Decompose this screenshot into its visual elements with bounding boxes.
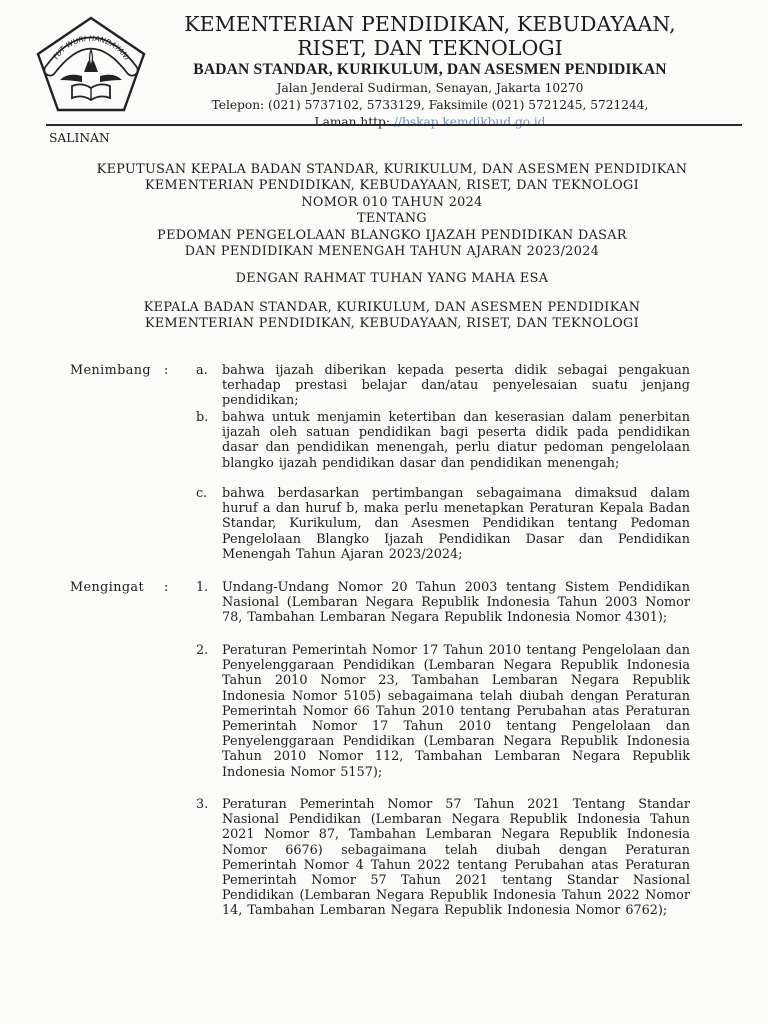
letterhead bbox=[150, 12, 710, 131]
mengingat-label bbox=[70, 580, 169, 595]
mengingat-item-1 bbox=[196, 580, 690, 626]
issuer-line: KEMENTERIAN PENDIDIKAN, KEBUDAYAAN, RISET, DAN TEKNOLOGI bbox=[144, 316, 640, 332]
title-line: NOMOR 010 TAHUN 2024 bbox=[301, 194, 483, 210]
preamble-rahmat: DENGAN RAHMAT TUHAN YANG MAHA ESA bbox=[235, 271, 549, 286]
menimbang-label bbox=[70, 363, 169, 378]
ministry-name-line1: KEMENTERIAN PENDIDIKAN, KEBUDAYAAN, bbox=[184, 12, 676, 36]
item-text: Undang-Undang Nomor 20 Tahun 2003 tentang Sistem Pendidikan Nasional (Lembaran Negara Republik Indonesia Tahun 2003 Nomor 78, Tambahan Lembaran Negara Republik Indonesia Nomor 4301); bbox=[222, 580, 690, 626]
title-line: KEMENTERIAN PENDIDIKAN, KEBUDAYAAN, RISET, DAN TEKNOLOGI bbox=[144, 178, 640, 194]
item-marker: c. bbox=[196, 486, 208, 501]
item-marker: 2. bbox=[196, 643, 209, 658]
item-text: Peraturan Pemerintah Nomor 17 Tahun 2010 tentang Pengelolaan dan Penyelenggaraan Pendidikan (Lembaran Negara Republik Indonesia Tahun 2010 Nomor 23, Tambahan Lembaran Negara Republik Indonesia Nomor 5105) sebagaimana telah diubah dengan Peraturan Pemerintah Nomor 66 Tahun 2010 tentang Perubahan atas Peraturan Pemerintah Nomor 17 Tahun 2010 tentang Pengelolaan dan Penyelenggaraan Pendidikan (Lembaran Negara Republik Indonesia Tahun 2010 Nomor 112, Tambahan Lembaran Negara Republik Indonesia Nomor 5157); bbox=[222, 643, 690, 780]
copy-label: SALINAN bbox=[49, 131, 110, 145]
tut-wuri-handayani-logo bbox=[32, 14, 150, 114]
website-link[interactable]: //bskap.kemdikbud.go.id bbox=[393, 115, 546, 129]
website-label: Laman http: bbox=[314, 115, 390, 129]
item-text: bahwa ijazah diberikan kepada peserta didik sebagai pengakuan terhadap prestasi belajar dan/atau penyelesaian suatu jenjang pendidikan; bbox=[222, 363, 690, 409]
menimbang-colon: : bbox=[164, 363, 169, 378]
issuer-heading bbox=[34, 300, 750, 333]
issuer-line: KEPALA BADAN STANDAR, KURIKULUM, DAN ASESMEN PENDIDIKAN bbox=[143, 300, 641, 315]
menimbang-item-a bbox=[196, 363, 690, 409]
mengingat-item-3 bbox=[196, 797, 690, 919]
item-marker: b. bbox=[196, 410, 209, 425]
item-text: bahwa untuk menjamin ketertiban dan keserasian dalam penerbitan ijazah oleh satuan pendidikan bagi peserta didik pada pendidikan dasar dan pendidikan menengah, perlu diatur pedoman pengelolaan blangko ijazah pendidikan dasar dan pendidikan menengah; bbox=[222, 410, 690, 471]
website-line bbox=[150, 114, 710, 131]
item-marker: 1. bbox=[196, 580, 209, 595]
agency-name: BADAN STANDAR, KURIKULUM, DAN ASESMEN PENDIDIKAN bbox=[193, 61, 667, 78]
menimbang-label-text: Menimbang bbox=[70, 363, 151, 378]
letterhead-divider bbox=[46, 124, 742, 126]
item-marker: a. bbox=[196, 363, 208, 378]
logo-motto: TUT WURI HANDAYANI bbox=[50, 33, 132, 62]
title-line: KEPUTUSAN KEPALA BADAN STANDAR, KURIKULUM, DAN ASESMEN PENDIDIKAN bbox=[96, 162, 688, 177]
title-line: PEDOMAN PENGELOLAAN BLANGKO IJAZAH PENDIDIKAN DASAR bbox=[157, 227, 627, 243]
address-line: Jalan Jenderal Sudirman, Senayan, Jakarta 10270 bbox=[276, 81, 584, 95]
title-line: TENTANG bbox=[356, 211, 428, 227]
title-line: DAN PENDIDIKAN MENENGAH TAHUN AJARAN 2023/2024 bbox=[184, 244, 600, 260]
mengingat-item-2 bbox=[196, 643, 690, 780]
item-text: bahwa berdasarkan pertimbangan sebagaimana dimaksud dalam huruf a dan huruf b, maka perlu menetapkan Peraturan Kepala Badan Standar, Kurikulum, dan Asesmen Pendidikan tentang Pedoman Pengelolaan Blangko Ijazah Pendidikan Dasar dan Pendidikan Menengah Tahun Ajaran 2023/2024; bbox=[222, 486, 690, 562]
item-text: Peraturan Pemerintah Nomor 57 Tahun 2021 Tentang Standar Nasional Pendidikan (Lembaran Negara Republik Indonesia Tahun 2021 Nomor 87, Tambahan Lembaran Negara Republik Indonesia Nomor 6676) sebagaimana telah diubah dengan Peraturan Pemerintah Nomor 4 Tahun 2022 tentang Perubahan atas Peraturan Pemerintah Nomor 57 Tahun 2021 tentang Standar Nasional Pendidikan (Lembaran Negara Republik Indonesia Tahun 2022 Nomor 14, Tambahan Lembaran Negara Republik Indonesia Nomor 6762); bbox=[222, 797, 690, 919]
mengingat-label-text: Mengingat bbox=[70, 580, 145, 595]
mengingat-colon: : bbox=[164, 580, 169, 595]
ministry-name-line2: RISET, DAN TEKNOLOGI bbox=[297, 36, 563, 60]
menimbang-item-c bbox=[196, 486, 690, 562]
item-marker: 3. bbox=[196, 797, 209, 812]
phone-line: Telepon: (021) 5737102, 5733129, Faksimile (021) 5721245, 5721244, bbox=[211, 98, 649, 112]
menimbang-item-b bbox=[196, 410, 690, 471]
decree-title bbox=[34, 162, 750, 260]
